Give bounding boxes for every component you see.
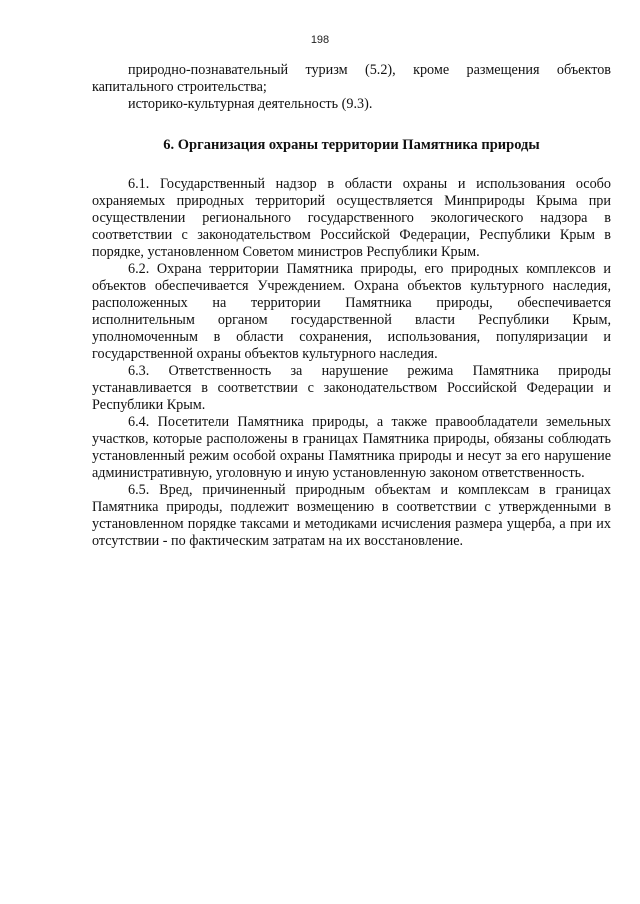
continuation-paragraph-2: историко-культурная деятельность (9.3). (128, 96, 373, 112)
section-heading: 6. Организация охраны территории Памятника природы (163, 137, 540, 153)
paragraph-6-5: 6.5. Вред, причиненный природным объектам и комплексам в границах Памятника природы, подлежит возмещению в соответствии с утвержденными в установленном порядке таксами и методиками исчисления размера ущерба, а при их отсутствии - по фактическим затратам на их восстановление. (92, 482, 611, 549)
document-body (92, 62, 611, 550)
page-number: 198 (310, 34, 330, 46)
paragraph-6-4: 6.4. Посетители Памятника природы, а также правообладатели земельных участков, которые расположены в границах Памятника природы, обязаны соблюдать установленный режим особой охраны Памятника природы и несут за его нарушение административную, уголовную и иную установленную законом ответственность. (92, 414, 611, 481)
continuation-paragraph-1: природно-познавательный туризм (5.2), кроме размещения объектов капитального строительства; (92, 62, 611, 95)
paragraph-6-2: 6.2. Охрана территории Памятника природы, его природных комплексов и объектов обеспечивается Учреждением. Охрана объектов культурного наследия, расположенных на территории Памятника природы, обеспечивается исполнительным органом государственной власти Республики Крым, уполномоченным в области сохранения, использования, популяризации и государственной охраны объектов культурного наследия. (92, 261, 611, 362)
paragraph-6-1: 6.1. Государственный надзор в области охраны и использования особо охраняемых природных территорий осуществляется Минприроды Крыма при осуществлении регионального государственного экологического надзора в соответствии с законодательством Российской Федерации, Республики Крым в порядке, установленном Советом министров Республики Крым. (92, 176, 611, 260)
paragraph-6-3: 6.3. Ответственность за нарушение режима Памятника природы устанавливается в соответствии с законодательством Российской Федерации и Республики Крым. (92, 363, 611, 413)
